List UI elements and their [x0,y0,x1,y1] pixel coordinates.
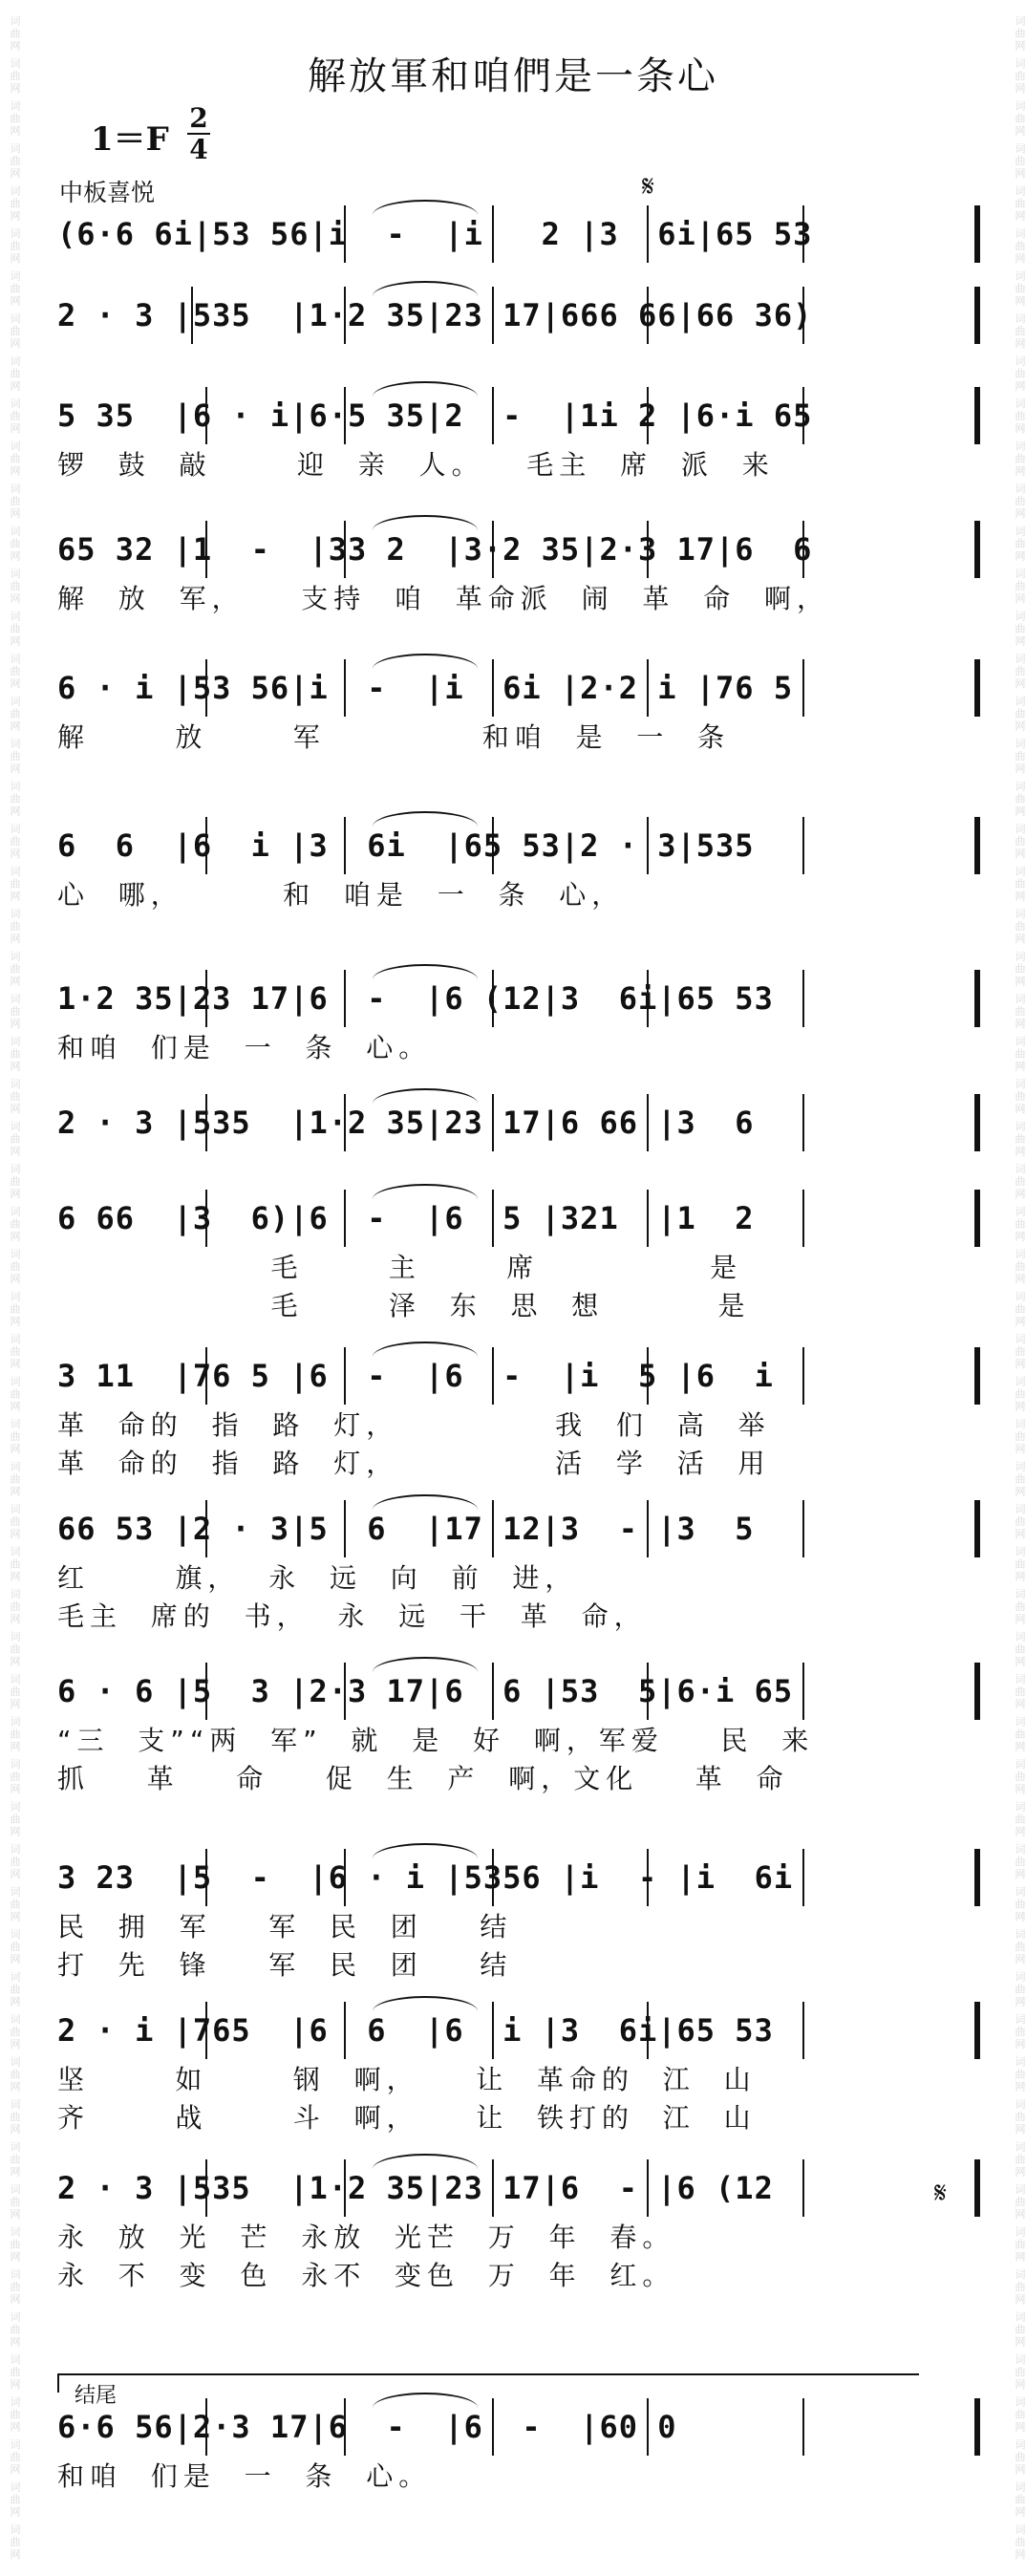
jianpu-notes: 6 · 6 |5 3 |2·3 17|6 6 |53 5|6·i 65 [57,1673,794,1709]
jianpu-notes: 2 · 3 |535 |1·2 35|23 17|666 66|66 36) [57,297,813,333]
jianpu-notes: 2 · 3 |535 |1·2 35|23 17|6 66 |3 6 [57,1105,755,1141]
lyric-line: 革 命的 指 路 灯， 活 学 活 用 [57,1448,771,1479]
score-system [57,2398,974,2542]
lyric-line: 和咱 们是 一 条 心。 [57,1032,432,1063]
slur [373,1494,478,1510]
lyric-line: 解 放 军 和咱 是 一 条 [57,721,731,753]
jianpu-notes: 1·2 35|23 17|6 - |6 (12|3 6i|65 53 [57,980,774,1017]
slur [373,1657,478,1672]
barline [974,817,980,874]
lyric-line: “三 支”“两 军” 就 是 好 啊，军爱 民 来 [57,1725,815,1756]
jianpu-notes: 3 11 |76 5 |6 - |6 - |i 5 |6 i [57,1358,774,1394]
lyric-line: 永 不 变 色 永不 变色 万 年 红。 [57,2260,675,2291]
barline [974,1190,980,1247]
lyric-line: 永 放 光 芒 永放 光芒 万 年 春。 [57,2222,675,2253]
lyric-line: 红 旗， 永 远 向 前 进， [57,1562,578,1594]
song-title: 解放軍和咱們是一条心 [308,54,718,98]
slur [373,200,478,215]
jianpu-notes: 6 6 |6 i |3 6i |65 53|2 · 3|535 [57,827,755,864]
left-watermark-strip [0,0,21,2576]
score-system [57,1500,974,1643]
slur [373,1843,478,1858]
barline [974,1094,980,1151]
jianpu-notes: (6·6 6i|53 56|i - |i 2 |3 6i|65 53 [57,216,813,252]
jianpu-notes: 65 32 |1 - |33 2 |3·2 35|2·3 17|6 6 [57,531,813,568]
tempo-marking: 中板喜悦 [59,179,156,206]
jianpu-notes: 6 · i |53 56|i - |i 6i |2·2 i |76 5 [57,670,794,706]
barline [974,2159,980,2217]
barline [974,1663,980,1720]
jianpu-notes: 2 · 3 |535 |1·2 35|23 17|6 - |6 (12 [57,2170,774,2206]
lyric-line: 革 命的 指 路 灯， 我 们 高 举 [57,1409,771,1441]
score-system [57,659,974,803]
score-system [57,1663,974,1806]
lyric-line: 和咱 们是 一 条 心。 [57,2460,432,2492]
score-system [57,817,974,960]
lyric-line: 民 拥 军 军 民 团 结 [57,1911,513,1943]
barline [974,287,980,344]
barline [974,521,980,578]
score-system [57,1347,974,1491]
barline [974,1347,980,1405]
jianpu-notes: 6 66 |3 6)|6 - |6 5 |321 |1 2 [57,1200,755,1236]
jianpu-notes: 5 35 |6 · i|6·5 35|2 - |1i 2 |6·i 65 [57,397,813,434]
barline [974,2398,980,2456]
score-system [57,387,974,530]
time-signature [187,102,210,165]
slur [373,1342,478,1357]
lyric-line: 抓 革 命 促 生 产 啊，文化 革 命 [57,1763,789,1794]
barline [974,659,980,717]
lyric-line: 毛主 席的 书， 永 远 干 革 命， [57,1600,647,1632]
time-signature-denominator: 4 [189,134,208,165]
score-system [57,2159,974,2303]
ending-label: 结尾 [75,2384,118,2408]
segno-icon: 𝄋 [642,170,654,204]
right-watermark-strip [1005,0,1026,2576]
ending-bracket [57,2373,919,2393]
barline [974,387,980,444]
barline [974,205,980,263]
slur [373,964,478,979]
lyric-line: 坚 如 钢 啊， 让 革命的 江 山 [57,2064,757,2095]
score-system [57,1849,974,1992]
lyric-line: 打 先 锋 军 民 团 结 [57,1949,513,1981]
score-system [57,521,974,664]
slur [373,1996,478,2011]
lyric-line: 解 放 军， 支持 咱 革命派 闹 革 命 啊， [57,583,830,614]
segno-icon: 𝄋 [934,2177,947,2210]
slur [373,2154,478,2169]
key-signature: 1＝F [91,120,169,159]
jianpu-notes: 3 23 |5 - |6 · i |5356 |i - |i 6i [57,1859,794,1896]
score-system [57,970,974,1113]
barline [974,1500,980,1557]
slur [373,811,478,826]
watermark-text: 词曲网 词曲网 词曲网 词曲网 词曲网 词曲网 词曲网 词曲网 词曲网 词曲网 词曲网 词曲网 词曲网 词曲网 词曲网 词曲网 词曲网 词曲网 词曲网 词曲网 词曲网 词曲网 词曲网 词曲网 词曲网 词曲网 词曲网 词曲网 词曲网 词曲网 词曲网 词曲网 词曲网 词曲网 词曲网 词曲网 词曲网 词曲网 词曲网 词曲网 词曲网 词曲网 词曲网 词曲网 词曲网 词曲网 词曲网 词曲网 词曲网 词曲网 词曲网 词曲网 词曲网 词曲网 词曲网 词曲网 词曲网 词曲网 词曲网 词曲网 [1014,14,1026,2562]
score-system [57,1190,974,1333]
slur [373,2393,478,2408]
score-system [57,2002,974,2145]
time-signature-numerator: 2 [187,105,210,135]
jianpu-notes: 6·6 56|2·3 17|6 - |6 - |60 0 [57,2409,677,2445]
lyric-line: 锣 鼓 敲 迎 亲 人。 毛主 席 派 来 [57,449,775,481]
barline [974,970,980,1027]
lyric-line: 毛 泽 东 思 想 是 [57,1290,751,1321]
lyric-line: 毛 主 席 是 [57,1252,743,1283]
jianpu-notes: 2 · i |765 |6 6 |6 i |3 6i|65 53 [57,2012,774,2049]
barline [974,2002,980,2059]
lyric-line: 心 哪， 和 咱是 一 条 心， [57,879,625,911]
watermark-text: 词曲网 词曲网 词曲网 词曲网 词曲网 词曲网 词曲网 词曲网 词曲网 词曲网 词曲网 词曲网 词曲网 词曲网 词曲网 词曲网 词曲网 词曲网 词曲网 词曲网 词曲网 词曲网 词曲网 词曲网 词曲网 词曲网 词曲网 词曲网 词曲网 词曲网 词曲网 词曲网 词曲网 词曲网 词曲网 词曲网 词曲网 词曲网 词曲网 词曲网 词曲网 词曲网 词曲网 词曲网 词曲网 词曲网 词曲网 词曲网 词曲网 词曲网 词曲网 词曲网 词曲网 词曲网 词曲网 词曲网 词曲网 词曲网 词曲网 词曲网 [9,14,21,2562]
jianpu-notes: 66 53 |2 · 3|5 6 |17 12|3 - |3 5 [57,1511,755,1547]
barline [974,1849,980,1906]
lyric-line: 齐 战 斗 啊， 让 铁打的 江 山 [57,2102,757,2134]
